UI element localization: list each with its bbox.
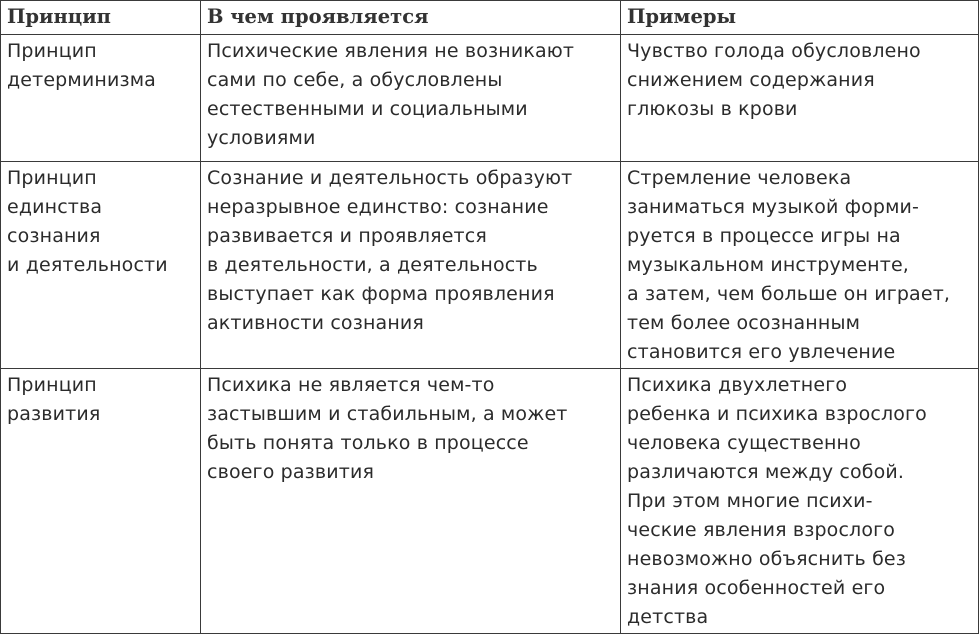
example-cell: Стремление человека заниматься музыкой форми- руется в процессе игры на музыкальном инструменте, а затем, чем больше он играет, тем более осознанным становится его увлечение: [621, 162, 979, 369]
example-cell: Психика двухлетнего ребенка и психика взрослого человека существенно различаются между собой. При этом многие психи- ческие явления взрослого невозможно объяснить без знания особенностей его детства: [621, 369, 979, 634]
example-cell: Чувство голода обусловлено снижением содержания глюкозы в крови: [621, 35, 979, 162]
principle-cell: Принцип детерминизма: [1, 35, 201, 162]
table-row: [1, 35, 979, 162]
header-manifestation: В чем проявляется: [201, 1, 621, 35]
manifestation-cell: Психические явления не возникают сами по себе, а обусловлены естественными и социальными условиями: [201, 35, 621, 162]
manifestation-cell: Сознание и деятельность образуют неразрывное единство: сознание развивается и проявляется в деятельности, а деятельность выступает как форма проявления активности сознания: [201, 162, 621, 369]
principle-cell: Принцип развития: [1, 369, 201, 634]
table-row: [1, 162, 979, 369]
header-row: [1, 1, 979, 35]
header-principle: Принцип: [1, 1, 201, 35]
principle-cell: Принцип единства сознания и деятельности: [1, 162, 201, 369]
header-examples: Примеры: [621, 1, 979, 35]
manifestation-cell: Психика не является чем-то застывшим и стабильным, а может быть понята только в процессе своего развития: [201, 369, 621, 634]
table-row: [1, 369, 979, 634]
